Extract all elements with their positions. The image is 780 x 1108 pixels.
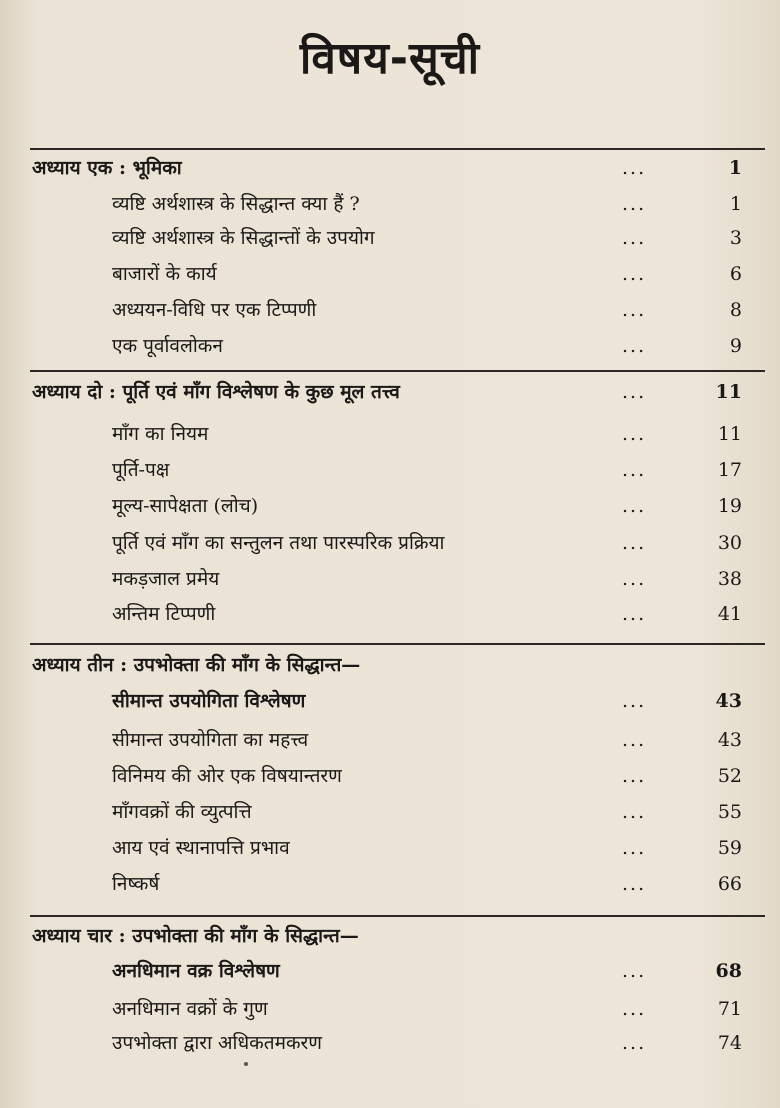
entry-title: सीमान्त उपयोगिता का महत्त्व [112,729,309,751]
leader-dots: ... [622,263,647,285]
entry-title: मकड़जाल प्रमेय [112,568,220,590]
leader-dots: ... [622,381,647,403]
leader-dots: ... [622,227,647,249]
chapter-title: अध्याय तीन : उपभोक्ता की माँग के सिद्धान्त— [32,654,361,676]
print-speck [244,1062,248,1066]
leader-dots: ... [622,193,647,215]
page-number: 8 [729,299,742,321]
leader-dots: ... [622,765,647,787]
leader-dots: ... [622,423,647,445]
toc-entry [0,418,780,450]
entry-title: आय एवं स्थानापत्ति प्रभाव [112,837,290,859]
page-number: 68 [715,960,742,982]
page-number: 11 [717,423,742,445]
page-number: 43 [715,690,742,712]
page-number: 55 [717,801,742,823]
toc-entry [0,222,780,254]
leader-dots: ... [622,690,647,712]
toc-entry [0,760,780,792]
chapter-title: अध्याय दो : पूर्ति एवं माँग विश्लेषण के कुछ मूल तत्त्व [32,381,400,403]
page-number: 52 [717,765,742,787]
page-number: 1 [728,157,742,179]
toc-entry [0,868,780,900]
leader-dots: ... [622,335,647,357]
leader-dots: ... [622,729,647,751]
toc-chapter-heading [0,152,780,184]
leader-dots: ... [622,495,647,517]
toc-entry [0,258,780,290]
toc-entry [0,454,780,486]
toc-entry [0,598,780,630]
leader-dots: ... [622,157,647,179]
page-number: 19 [717,495,742,517]
leader-dots: ... [622,459,647,481]
leader-dots: ... [622,532,647,554]
entry-title: व्यष्टि अर्थशास्त्र के सिद्धान्त क्या हैं ? [112,193,360,215]
toc-entry [0,188,780,220]
toc-entry [0,796,780,828]
toc-chapter-heading [0,920,780,952]
toc-entry [0,563,780,595]
page-title: विषय-सूची [299,33,481,84]
entry-title: मूल्य-सापेक्षता (लोच) [112,495,259,517]
entry-title: अध्ययन-विधि पर एक टिप्पणी [112,299,317,321]
page-number: 6 [729,263,742,285]
toc-chapter-heading [0,649,780,681]
entry-title: निष्कर्ष [112,873,160,895]
leader-dots: ... [622,960,647,982]
toc-entry [0,527,780,559]
divider [30,370,765,372]
entry-title: पूर्ति-पक्ष [112,459,170,481]
entry-title: पूर्ति एवं माँग का सन्तुलन तथा पारस्परिक प्रक्रिया [112,532,445,554]
page-number: 66 [717,873,742,895]
page-number: 11 [715,381,742,403]
leader-dots: ... [622,801,647,823]
entry-title: बाजारों के कार्य [112,263,217,285]
entry-title: अनधिमान वक्रों के गुण [112,998,268,1020]
chapter-title: अध्याय एक : भूमिका [32,157,182,179]
page-number: 43 [717,729,742,751]
toc-entry [0,993,780,1025]
divider [30,643,765,645]
page-number: 59 [717,837,742,859]
toc-entry [0,330,780,362]
leader-dots: ... [622,299,647,321]
toc-chapter-heading [0,376,780,408]
leader-dots: ... [622,998,647,1020]
entry-title: उपभोक्ता द्वारा अधिकतमकरण [112,1032,323,1054]
leader-dots: ... [622,873,647,895]
toc-entry [0,832,780,864]
toc-entry [0,685,780,717]
toc-entry [0,724,780,756]
toc-entry [0,294,780,326]
entry-title: एक पूर्वावलोकन [112,335,223,357]
leader-dots: ... [622,603,647,625]
page-number: 9 [729,335,742,357]
page-number: 3 [729,227,742,249]
entry-title: विनिमय की ओर एक विषयान्तरण [112,765,342,787]
entry-title: माँगवक्रों की व्युत्पत्ति [112,801,252,823]
page-number: 1 [729,193,742,215]
page-number: 38 [717,568,742,590]
page-number: 71 [717,998,742,1020]
toc-entry [0,955,780,987]
page-number: 41 [717,603,742,625]
page-number: 17 [717,459,742,481]
leader-dots: ... [622,837,647,859]
page-number: 30 [717,532,742,554]
leader-dots: ... [622,1032,647,1054]
entry-title: सीमान्त उपयोगिता विश्लेषण [112,690,306,712]
toc-entry [0,1027,780,1059]
toc-entry [0,490,780,522]
chapter-title: अध्याय चार : उपभोक्ता की माँग के सिद्धान्त— [32,925,359,947]
page-number: 74 [717,1032,742,1054]
entry-title: व्यष्टि अर्थशास्त्र के सिद्धान्तों के उपयोग [112,227,375,249]
leader-dots: ... [622,568,647,590]
entry-title: अनधिमान वक्र विश्लेषण [112,960,280,982]
entry-title: माँग का नियम [112,423,209,445]
divider [30,915,765,917]
divider [30,148,765,150]
entry-title: अन्तिम टिप्पणी [112,603,216,625]
